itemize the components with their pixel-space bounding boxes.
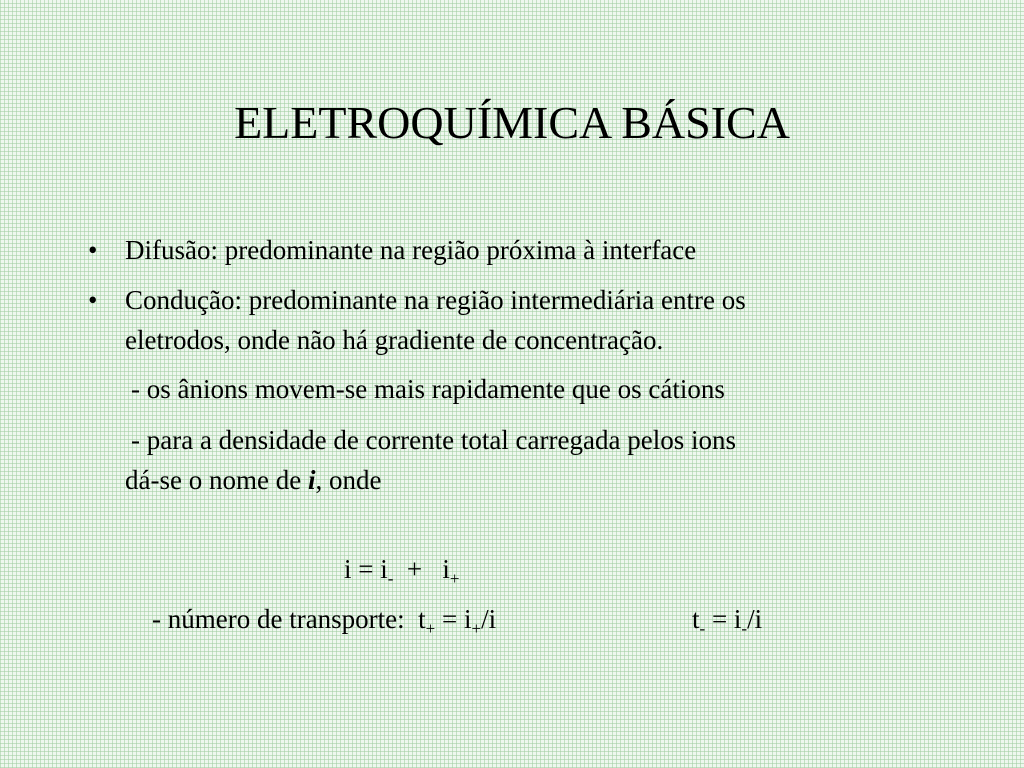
bullet-marker: • xyxy=(88,235,98,265)
transport-eq1-mid: = i xyxy=(435,604,472,634)
transport-number-line xyxy=(125,559,496,679)
note-anions: - os ânions movem-se mais rapidamente que os cátions xyxy=(131,374,725,404)
bullet-marker: • xyxy=(88,285,98,315)
density-symbol: i xyxy=(307,465,316,495)
i-minus-sub: - xyxy=(741,619,748,638)
t-plus-sub: + xyxy=(425,619,436,638)
equation-sub-plus: + xyxy=(449,569,460,588)
transport-eq1-end: /i xyxy=(481,604,497,634)
equation-plus: + i xyxy=(393,554,450,584)
i-plus-sub: + xyxy=(471,619,482,638)
note-density-line1: - para a densidade de corrente total carregada pelos ions xyxy=(131,425,736,455)
bullet-text-conduction-line2: eletrodos, onde não há gradiente de concentração. xyxy=(125,325,664,355)
transport-label: - número de transporte: t xyxy=(152,604,426,634)
slide-title: ELETROQUÍMICA BÁSICA xyxy=(234,97,790,148)
equation-sub-minus: - xyxy=(387,569,394,588)
transport-eq2-mid: = i xyxy=(705,604,742,634)
note-density-line2 xyxy=(125,460,381,500)
t-minus-sub: - xyxy=(699,619,706,638)
bullet-text-diffusion: Difusão: predominante na região próxima à interface xyxy=(125,235,697,265)
transport-number-minus xyxy=(665,559,762,679)
t-minus: t xyxy=(692,604,700,634)
bullet-text-conduction-line1: Condução: predominante na região intermediária entre os xyxy=(125,285,746,315)
density-suffix: , onde xyxy=(315,465,382,495)
transport-eq2-end: /i xyxy=(747,604,763,634)
equation-lhs: i = i xyxy=(344,554,388,584)
density-prefix: dá-se o nome de xyxy=(125,465,308,495)
